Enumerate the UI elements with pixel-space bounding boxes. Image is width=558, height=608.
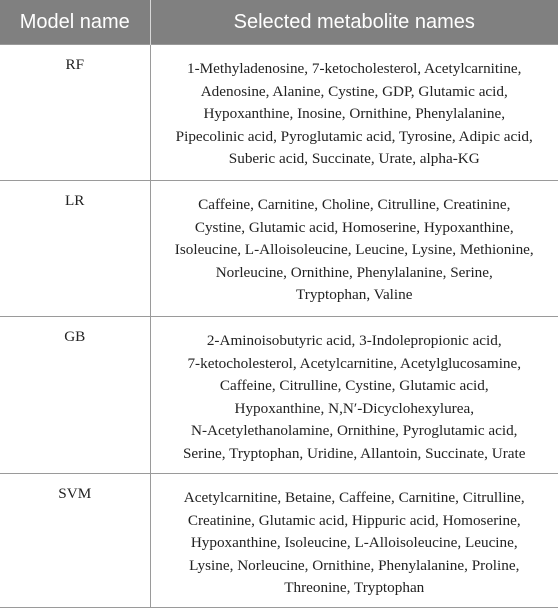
header-model-name: Model name bbox=[0, 0, 150, 45]
model-name-cell: SVM bbox=[0, 474, 150, 608]
metabolite-line: Pipecolinic acid, Pyroglutamic acid, Tyrosine, Adipic acid, bbox=[175, 127, 533, 145]
metabolite-cell bbox=[150, 181, 558, 317]
metabolite-line: Caffeine, Citrulline, Cystine, Glutamic acid, bbox=[219, 377, 489, 395]
metabolite-line: Threonine, Tryptophan bbox=[284, 579, 425, 597]
metabolite-line: Suberic acid, Succinate, Urate, alpha-KG bbox=[228, 150, 480, 168]
table-row bbox=[0, 45, 558, 181]
header-row bbox=[0, 0, 558, 45]
table-row bbox=[0, 474, 558, 608]
table-row bbox=[0, 317, 558, 474]
metabolite-line: Adenosine, Alanine, Cystine, GDP, Glutamic acid, bbox=[200, 82, 508, 100]
model-name-cell: RF bbox=[0, 45, 150, 181]
metabolite-line: Isoleucine, L-Alloisoleucine, Leucine, Lysine, Methionine, bbox=[174, 241, 534, 259]
table-row bbox=[0, 181, 558, 317]
metabolite-line: Hypoxanthine, Isoleucine, L-Alloisoleucine, Leucine, bbox=[190, 534, 518, 552]
metabolite-cell bbox=[150, 317, 558, 474]
metabolite-line: Acetylcarnitine, Betaine, Caffeine, Carnitine, Citrulline, bbox=[183, 489, 525, 506]
metabolite-line: Hypoxanthine, N,N′-Dicyclohexylurea, bbox=[234, 399, 474, 417]
metabolite-line: Lysine, Norleucine, Ornithine, Phenylalanine, Proline, bbox=[189, 556, 520, 574]
header-metabolite-names: Selected metabolite names bbox=[150, 0, 558, 45]
metabolite-line: N-Acetylethanolamine, Ornithine, Pyroglutamic acid, bbox=[191, 422, 518, 440]
metabolite-line: Tryptophan, Valine bbox=[296, 286, 413, 304]
metabolite-line: 2-Aminoisobutyric acid, 3-Indolepropionic acid, bbox=[206, 332, 502, 349]
model-name-cell: GB bbox=[0, 317, 150, 474]
model-name-cell: LR bbox=[0, 181, 150, 317]
metabolite-cell bbox=[150, 45, 558, 181]
metabolite-line: Norleucine, Ornithine, Phenylalanine, Serine, bbox=[215, 263, 493, 281]
metabolite-cell bbox=[150, 474, 558, 608]
metabolite-line: Cystine, Glutamic acid, Homoserine, Hypoxanthine, bbox=[194, 218, 514, 236]
metabolite-line: Creatinine, Glutamic acid, Hippuric acid, Homoserine, bbox=[187, 511, 521, 529]
metabolite-line: 1-Methyladenosine, 7-ketocholesterol, Acetylcarnitine, bbox=[187, 60, 522, 77]
metabolite-line: 7-ketocholesterol, Acetylcarnitine, Acetylglucosamine, bbox=[187, 354, 522, 372]
metabolite-line: Caffeine, Carnitine, Choline, Citrulline, Creatinine, bbox=[198, 196, 511, 213]
metabolite-line: Serine, Tryptophan, Uridine, Allantoin, Succinate, Urate bbox=[182, 444, 526, 462]
metabolite-line: Hypoxanthine, Inosine, Ornithine, Phenylalanine, bbox=[203, 105, 506, 123]
